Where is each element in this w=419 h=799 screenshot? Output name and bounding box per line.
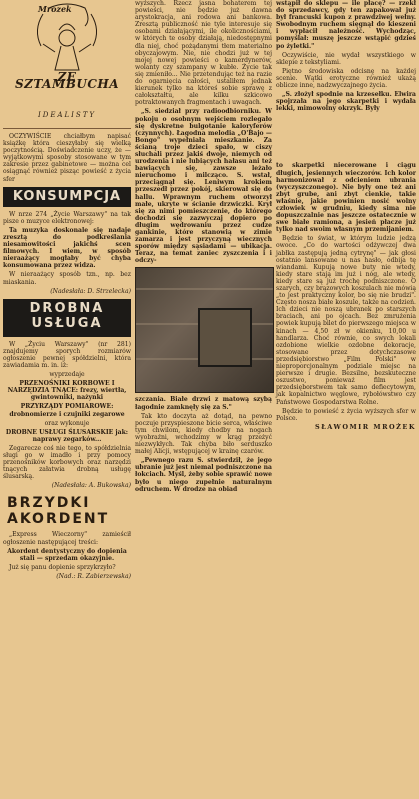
right-paragraph-7: Będzie to powieść z życia wyższych sfer w Polsce. (276, 407, 416, 422)
right-paragraph-1: wstąpił do sklepu — ile płacę? — rzekł do sprzedawcy, gdy ten zapakował już był francuski kupon z prawdziwej wełny. Swobodnym ruchem sięgnął do kieszeni i wypłacił należność. Wychodząc, pomyślał: muszę jeszcze wstąpić gdzieś po żyletki." (276, 0, 416, 50)
middle-paragraph-4: Tak kto doczyta aż dotąd, na pewno poczuje przyspieszone bicie serca, właściwe tym chwilom, kiedy chodby na nogach wyobraźni, wchodzimy w krąg przeżyć niezwykłych. Tak chyba biło serduszko małej Alicji, wstępującej w krainę czarów. (135, 412, 272, 456)
column-gap (276, 114, 416, 162)
illustration-photo (135, 267, 274, 393)
logo-title: ZE SZTAMBUCHA (14, 70, 120, 92)
section-brzydki-akordent-title: BRZYDKI AKORDENT (7, 495, 110, 528)
middle-paragraph-5: „Pewnego razu S. stwierdził, że jego ubranie już jest niemal podniszczone na łokciach. Myśl, żeby sobie sprawić nowe było u niego zupełnie naturalnym odruchem. W drodze na obiad (135, 457, 272, 493)
right-paragraph-6: Będzie to świat, w którym ludzie jedzą owoce. „Co do wartości odżywczej dwa jabłka zastępują jedną cytrynę" — jak głosi ostatnio lansowane u nas hasło, odbija tę wiandami. Kupują nowe buty nie wtedy, kiedy stare stają im już i nóg, ale wtedy, kiedy stare są już trochę podniszczone. O szarych, czy brązowych koszulach nie mówią „to jest praktyczny kolor, bo się nie brudzi". Często nosza białe koszule, także na codzień. Ich dzieci nie noszą ubranek po starszych braciach, ani po ojcach. Bez zmrużenia powiek kupują bilet do pierwszego miejsca w kinach — 4,50 zł w okienku, 10,00 u handlarza. Choć równie, co swych lokali ozdobione wielkie ozdobne dekoracje, stosowane przez dotychczasowe przedsiębiorstwo „Film Polski" w nieproporcjonalnym podziale miejsc na pierwsze i drugie. Bezsilne, bezskuteczne oszustwo, ponieważ film jest przedsięborstwem tak samo defiecytowym, jak kopalnictwo węglowe, rybołówstwo czy Państwowe Gospodarstwa Rolne. (276, 235, 416, 406)
logo-subtitle: IDEALISTY (37, 111, 97, 119)
author-signature: SŁAWOMIR MROŻEK (315, 422, 416, 431)
section-drobna-usluga-title: DROBNA USŁUGA (3, 299, 131, 337)
akordent-comment: Już się panu dopienie sprzykrzyło? (9, 563, 116, 571)
drobna-usluga-bold3: DROBNE USŁUGI ŚLUSARSKIE jak: naprawy zegarków... (5, 428, 129, 443)
drobna-usluga-comment: Zegarecze coś nie tego, to spółdzielnia sługi go w imadło i przy pomocy przenośników korbowych oraz narzędzi tnących załatwia drobną usługę ślusarską. (3, 444, 131, 481)
middle-paragraph-3: szczania. Białe drzwi z matową szybą łagodnie zamknęły się za S." (135, 396, 272, 411)
drobna-usluga-bold2: PRZYRZĄDY POMIAROWE: drobnomierze i czujniki zegarowe (9, 403, 125, 418)
section-konsumpcja-title: KONSUMPCJA (3, 187, 131, 207)
akordent-ad: Akordent dentystyczny do dopienia stali — sprzedam okazyjnie. (7, 547, 127, 562)
konsumpcja-lead: W nrze 274 „Życie Warszawy" na tak pisze o muzyce elektronowej: (3, 210, 131, 225)
right-paragraph-5: to skarpetki niecerowane i ciągu długich, jesiennych wieczorów. Ich kolor harmonizował z odcieniem ubrania (wyczyszczonego). Nie były one też ani zbyt grube, ani zbyt cienkie, takie właśnie, jakie powinien nosić wolny człowiek w grudniu, kiedy sima nie dopuszczalnie nas jeszcze ostatecznie w swe białe ramiona, a jesień płacze już tylko nad swoim własnym przemijaniem. (276, 162, 416, 234)
konsumpcja-source: (Nadesłała: D. Strzelecka) (50, 287, 131, 295)
drobna-usluga-bold1: PRZENOŚNIKI KORBOWE I NARZĘDZIA TNĄCE: frezy, wiertła, gwintowniki, nażynki (7, 380, 127, 402)
logo-author: Mrozek (38, 4, 72, 14)
column-middle (135, 0, 272, 495)
drobna-usluga-lead: W „Życiu Warszawy" (nr 281) znajdujemy sporych rozmiarów ogłoszenie pewnej spółdzielni, która zawiadamia m. in. iż: (3, 340, 131, 369)
konsumpcja-quote: Ta muzyka doskonale się nadaje zresztą do podkreślania niesamowitości jakichś scen filmowych. I wiem, w sposób nieraażący mogłaby być chyba konsumowana przez widza. (3, 226, 131, 270)
middle-paragraph-2: „S. siedział przy radioodbiorniku. W pokoju o osobnym wejściem rozlegało się dyskretne bulgotanie kaloryferów (czynnych). Łagodna melodia „O'Bajo — Bongo" wypełniała mieszkanie. Za ścianą troje dzieci spało, w ciszy słuchali przez jakiś dwoje, niemych od urodzenia i nie lubiących hałasu ani też bawiących się, zawsze leżało nieruchomo i milcząco. S. wstał, przeciągnął się. Leniwym krokiem przeszedł przez pokój, skierował się do hallu. Wprawnym ruchem otworzył małe, ukryte w ścianie drzwiczki. Krył się za nimi pomieszczenie, do którego dochodzi się zazwyczaj dopiero po długim wędrowaniu przez cudze gankinie, które stanowią w zimie zamarza i jest przyczyną wiecznych sporów między sąsiadami — ubikacja. Teraz, na temat zaniec zyszczenia i i odczy- (135, 108, 272, 265)
right-paragraph-2: Oczywiście, nie wydał wszystkiego w sklepie z tekstyliami. (276, 51, 416, 66)
column-left (3, 0, 131, 582)
konsumpcja-comment: W nieraażący sposób tzn., np. bez miaskania. (3, 271, 131, 286)
middle-paragraph-1: wyższych. Rzecz jasna bohaterem tej powieści, nie będzie już dawna arystokracja, ani rodowa ani bankowa. Zresztą publiczność nie tyle interesuje się osobami działającymi, ile okolicznościami, w których te osoby działają, niedostępnymi dla niej, choć pożądanymi tłem materialno obyczajowym. Nie, nie chodzi już w tej mojej nowej powieści o kamerdynerów, wolanty czy szampany w kubłe. Życie tak się zmieniło... Nie przetendując też na razie do ogarnięcia całości, ustaliłem jednak kierunek tylko na któreś sobie sprawę z całokształtu, ale kilku szkicowo potraktowanych fragmentach i uwagach. (135, 0, 272, 107)
right-paragraph-3: Piętno środowiska odcisnę na każdej scenie. Wątki erotyczne również ukażą oblicze inne, nadzwyczajnego życia. (276, 67, 416, 90)
idealist-illustration (3, 0, 131, 128)
akordent-lead: „Express Wieczorny" zamieścił ogłoszenie następującej treści: (3, 531, 131, 546)
drobna-usluga-center1: wyprzedaje (49, 371, 85, 379)
intro-paragraph: OCZYWIŚCIE chciałbym napisać książkę która cieszyłaby się wielką poczytnością. Doświadczenie uczy, że — wyjątkowymi sposoby stosowane w tym zakresie przez gabinetowe — można cel osiągnąć również pisząc powieść z życia sfer (3, 133, 131, 183)
door-illustration (198, 308, 252, 367)
column-right (276, 0, 416, 431)
column-logo (3, 0, 131, 129)
drobna-usluga-center2: oraz wykonuje (44, 419, 90, 427)
right-paragraph-4: „S. złożył spodnie na krzesełku. Elwira spojrzała na jego skarpetki i wydała lekki, mimowolny okrzyk. Były (276, 91, 416, 113)
drobna-usluga-source: (Nadesłała: A. Bukowska) (51, 482, 131, 490)
akordent-source: (Nad.: R. Zabierzewska) (56, 572, 131, 580)
